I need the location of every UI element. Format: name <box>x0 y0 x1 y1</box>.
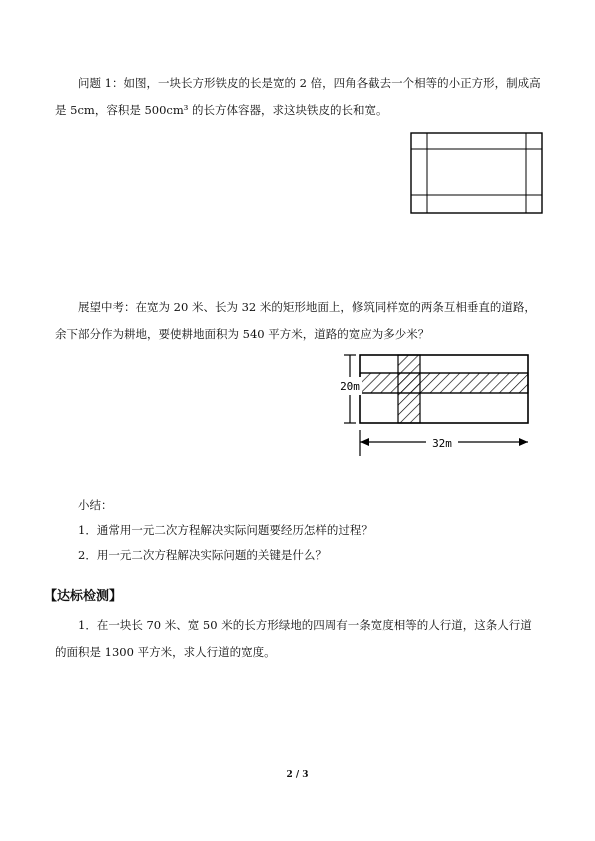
height-label: 20m <box>340 380 360 393</box>
test-1-text: 1．在一块长 70 米、宽 50 米的长方形绿地的四周有一条宽度相等的人行道，这条人行道的面积是 1300 平方米，求人行道的宽度。 <box>55 618 532 659</box>
problem-1-text: 问题 1：如图，一块长方形铁皮的长是宽的 2 倍，四角各截去一个相等的小正方形，制成高是 5cm，容积是 500cm³ 的长方体容器，求这块铁皮的长和宽。 <box>55 76 541 117</box>
page-number: 2 / 3 <box>286 770 309 780</box>
sheet-metal-figure <box>409 131 544 215</box>
length-label: 32m <box>432 437 452 450</box>
section-heading: 【达标检测】 <box>44 589 123 604</box>
road-field-figure <box>322 352 532 462</box>
summary-title: 小结： <box>78 498 113 512</box>
summary-item-1: 1．通常用一元二次方程解决实际问题要经历怎样的过程？ <box>78 523 373 537</box>
summary-item-2: 2．用一元二次方程解决实际问题的关键是什么？ <box>78 548 327 562</box>
outlook-text: 展望中考：在宽为 20 米、长为 32 米的矩形地面上，修筑同样宽的两条互相垂直的道路，余下部分作为耕地，要使耕地面积为 540 平方米，道路的宽应为多少米？ <box>55 300 536 341</box>
